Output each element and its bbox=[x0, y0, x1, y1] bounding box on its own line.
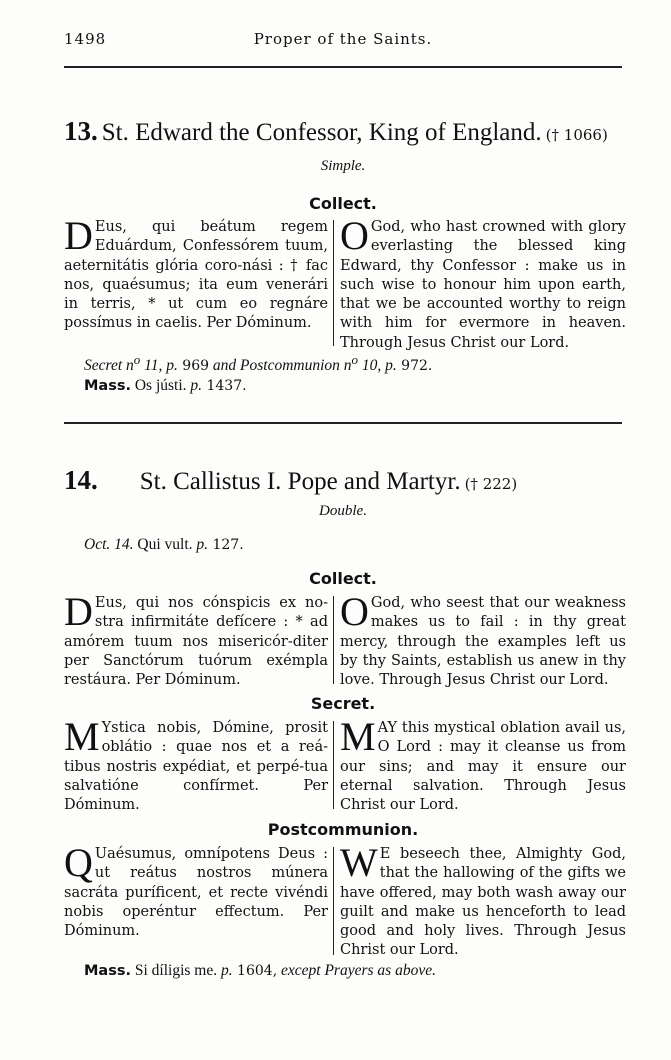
drop-cap: M bbox=[340, 714, 376, 759]
feast-number: 14. bbox=[64, 465, 98, 495]
section-heading-postcommunion: Postcommunion. bbox=[267, 820, 419, 839]
latin-text: Eus, qui nos cónspicis ex no-stra infirmitáte defícere : * ad amórem tuum nos misericór-diter per Sanctórum tuórum exémpla restáura. Per Dóminum. bbox=[64, 595, 328, 689]
page-abbrev: p. bbox=[186, 377, 203, 394]
occurrence-note-14 bbox=[84, 536, 244, 554]
note-text: Secret n bbox=[84, 357, 134, 375]
english-text: E beseech thee, Almighty God, that the hallowing of the gifts we have offered, may both wash away our guilt and make us henceforth to lead good and holy lives. Through Jesus Christ our Lord. bbox=[340, 846, 626, 959]
mass-label: Mass. bbox=[84, 378, 131, 394]
english-text: God, who seest that our weakness makes us to fail : in thy great mercy, through the examples left us by thy Saints, establish us anew in thy love. Through Jesus Christ our Lord. bbox=[340, 595, 626, 689]
mass-note-14 bbox=[84, 962, 436, 980]
feast-date: († 222) bbox=[464, 475, 518, 493]
note-page: 969 bbox=[177, 358, 210, 375]
drop-cap: W bbox=[340, 840, 378, 885]
feast-rank: Double. bbox=[319, 503, 367, 519]
note-ref: 11, p. bbox=[140, 357, 178, 375]
latin-text: Uaésumus, omnípotens Deus : ut reátus nostros múnera sacráta puríficent, et recte vivéndi nobis operéntur effectum. Per Dóminum. bbox=[64, 846, 328, 940]
note-text: and Postcommunion n bbox=[209, 357, 352, 375]
page-abbrev: p. bbox=[192, 536, 209, 553]
drop-cap: O bbox=[340, 589, 369, 634]
note-sup: o bbox=[133, 352, 141, 367]
drop-cap: D bbox=[64, 213, 93, 258]
header-rule bbox=[64, 66, 622, 68]
english-collect-13 bbox=[340, 213, 626, 353]
english-collect-14 bbox=[340, 589, 626, 690]
running-header bbox=[64, 30, 622, 54]
drop-cap: Q bbox=[64, 840, 93, 885]
section-heading-collect: Collect. bbox=[309, 194, 377, 213]
feast-title-13 bbox=[64, 116, 608, 147]
page-number: 1498 bbox=[64, 30, 107, 48]
note-sup: o bbox=[351, 352, 358, 367]
note-ref: 10, p. bbox=[357, 357, 397, 375]
english-secret-14 bbox=[340, 714, 626, 815]
latin-secret-14 bbox=[64, 714, 328, 815]
latin-text: Ystica nobis, Dómine, prosit oblátio : quae nos et a reá-tibus nostris expédiat, et perpé-tua salvatióne confírmet. Per Dóminum. bbox=[64, 720, 328, 814]
mass-page: 127. bbox=[208, 537, 244, 553]
column-divider bbox=[333, 847, 334, 955]
secret-postcommunion-note bbox=[84, 352, 432, 375]
mass-title: Si díligis me. bbox=[130, 962, 218, 979]
note-page: 972. bbox=[396, 358, 433, 375]
section-heading-collect: Collect. bbox=[309, 569, 377, 588]
feast-divider-rule bbox=[64, 422, 622, 424]
latin-text: Eus, qui beátum regem Eduárdum, Confessórem tuum, aeternitátis glória coro-nási : † fac nos, quaésumus; ita eum venerári in terris, * ut cum eo regnáre possímus in caelis. Per Dóminum. bbox=[64, 219, 328, 332]
column-divider bbox=[333, 721, 334, 809]
latin-collect-14 bbox=[64, 589, 328, 690]
english-text: AY this mystical oblation avail us, O Lord : may it cleanse us from our sins; and may it ensure our eternal salvation. Through Jesus Christ our Lord. bbox=[340, 720, 626, 814]
column-divider bbox=[333, 596, 334, 684]
drop-cap: O bbox=[340, 213, 369, 258]
mass-label: Mass. bbox=[84, 963, 131, 979]
drop-cap: M bbox=[64, 714, 100, 759]
english-postcommunion-14 bbox=[340, 840, 626, 961]
feast-number: 13. bbox=[64, 116, 98, 146]
feast-title-14 bbox=[64, 465, 517, 496]
mass-title: Os jústi. bbox=[130, 377, 187, 394]
feast-date: († 1066) bbox=[545, 126, 608, 144]
column-divider bbox=[333, 220, 334, 346]
feast-name: St. Edward the Confessor, King of England. bbox=[101, 119, 542, 146]
latin-collect-13 bbox=[64, 213, 328, 334]
mass-exception: except Prayers as above. bbox=[277, 962, 436, 979]
mass-page: 1437. bbox=[202, 378, 247, 394]
latin-postcommunion-14 bbox=[64, 840, 328, 941]
mass-title: Qui vult. bbox=[133, 536, 193, 553]
date-label: Oct. 14. bbox=[84, 536, 134, 553]
running-title: Proper of the Saints. bbox=[253, 30, 433, 48]
feast-name: St. Callistus I. Pope and Martyr. bbox=[139, 468, 461, 495]
mass-page: 1604, bbox=[232, 963, 278, 979]
section-heading-secret: Secret. bbox=[310, 694, 376, 713]
drop-cap: D bbox=[64, 589, 93, 634]
english-text: God, who hast crowned with glory everlasting the blessed king Edward, thy Confessor : make us in such wise to honour him upon earth, that we be accounted worthy to reign with him for evermore in heaven. Through Jesus Christ our Lord. bbox=[340, 219, 626, 351]
page-abbrev: p. bbox=[217, 962, 233, 979]
feast-rank: Simple. bbox=[320, 158, 366, 174]
mass-note-13 bbox=[84, 377, 247, 395]
